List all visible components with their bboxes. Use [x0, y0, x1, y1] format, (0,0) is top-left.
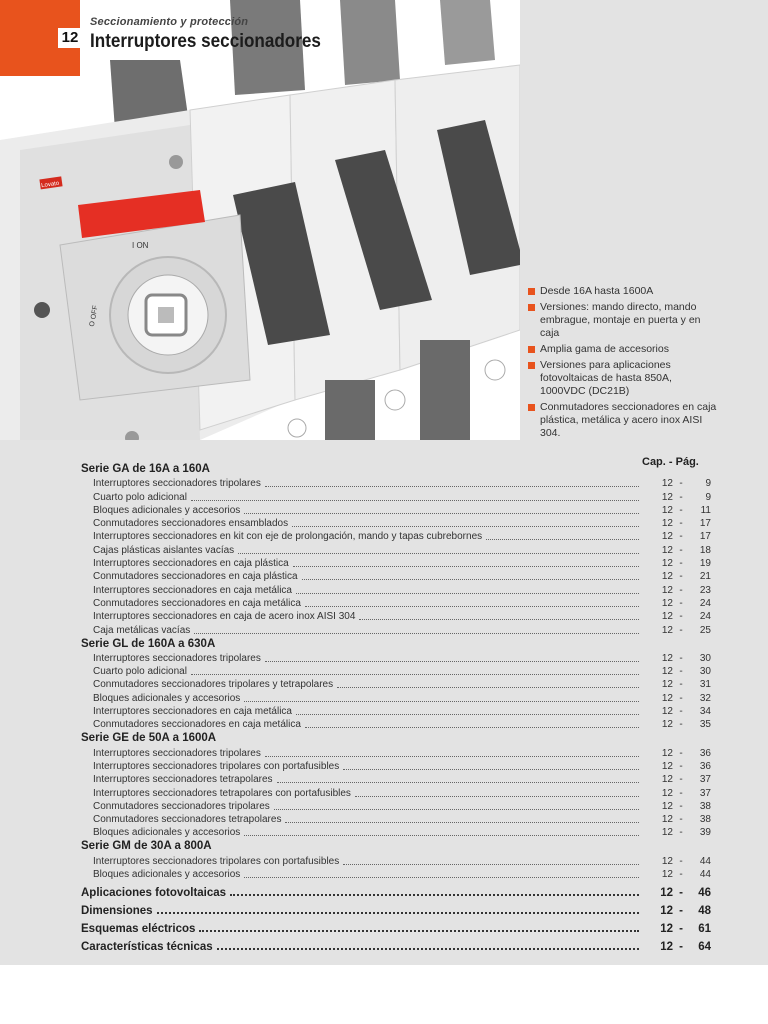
toc-separator: -	[679, 571, 683, 583]
toc-separator: -	[679, 905, 683, 918]
toc-separator: -	[679, 584, 683, 596]
dot-leader	[244, 701, 639, 702]
toc-entry-page: 36	[699, 747, 711, 759]
toc-main-chapter: 12	[660, 941, 673, 954]
toc-main-page: 64	[698, 941, 711, 954]
toc-entry[interactable]	[81, 583, 711, 596]
toc-separator: -	[679, 787, 683, 799]
toc-entry-chapter: 12	[661, 869, 673, 881]
dot-leader	[274, 809, 639, 810]
feature-item	[528, 343, 718, 356]
toc-entry-chapter: 12	[661, 787, 673, 799]
feature-item	[528, 359, 718, 398]
toc-main-page: 46	[698, 887, 711, 900]
dot-leader	[355, 796, 639, 797]
toc-entry-label: Interruptores seccionadores tripolares	[93, 747, 261, 759]
toc-main-page: 61	[698, 923, 711, 936]
toc-section-title[interactable]: Serie GA de 16A a 160A	[81, 463, 210, 475]
dot-leader	[265, 486, 639, 487]
toc-separator: -	[679, 719, 683, 731]
feature-text: Desde 16A hasta 1600A	[540, 285, 654, 297]
toc-separator: -	[679, 706, 683, 718]
toc-entry-label: Interruptores seccionadores en caja metálica	[93, 584, 292, 596]
toc-entry-label: Bloques adicionales y accesorios	[93, 504, 241, 516]
toc-entry-chapter: 12	[661, 584, 673, 596]
toc-entry-chapter: 12	[661, 558, 673, 570]
toc-entry-page: 30	[699, 666, 711, 678]
toc-section-title[interactable]: Serie GE de 50A a 1600A	[81, 732, 217, 745]
toc-entry-page: 24	[699, 611, 711, 623]
bullet-square-icon	[528, 346, 535, 353]
dot-leader	[305, 727, 639, 728]
toc-entry-page: 31	[699, 679, 711, 691]
toc-entry-page: 37	[699, 774, 711, 786]
toc-entry[interactable]	[81, 760, 711, 773]
toc-entry-page: 24	[699, 597, 711, 609]
toc-separator: -	[679, 624, 683, 636]
dot-leader	[191, 674, 639, 675]
toc-entry-chapter: 12	[661, 504, 673, 516]
toc-entry-label: Conmutadores seccionadores tripolares	[93, 800, 270, 812]
toc-entry[interactable]	[81, 504, 711, 517]
toc-entry-label: Conmutadores seccionadores en caja metálica	[93, 597, 301, 609]
feature-text: Versiones para aplicaciones fotovoltaicas de hasta 850A, 1000VDC (DC21B)	[540, 359, 672, 397]
dot-leader	[343, 864, 639, 865]
toc-entry-chapter: 12	[661, 855, 673, 867]
toc-entry-page: 34	[699, 706, 711, 718]
toc-entry[interactable]	[81, 813, 711, 826]
toc-separator: -	[679, 652, 683, 664]
dot-leader	[296, 714, 639, 715]
toc-entry-chapter: 12	[661, 760, 673, 772]
toc-main-label: Esquemas eléctricos	[81, 923, 196, 936]
toc-entry-chapter: 12	[661, 531, 673, 543]
toc-entry-label: Interruptores seccionadores en kit con eje de prolongación, mando y tapas cubrebornes	[93, 531, 483, 543]
toc-entry-page: 25	[699, 624, 711, 636]
dot-leader	[305, 606, 639, 607]
dot-leader	[230, 894, 639, 896]
toc-entry[interactable]	[81, 570, 711, 583]
toc-entry[interactable]	[81, 868, 711, 881]
toc-entry-page: 9	[705, 491, 711, 503]
dot-leader	[265, 661, 639, 662]
toc-separator: -	[679, 558, 683, 570]
dot-leader	[277, 782, 639, 783]
feature-item	[528, 285, 718, 298]
dot-leader	[343, 769, 639, 770]
dot-leader	[244, 877, 639, 878]
dot-leader	[265, 756, 639, 757]
toc-main-label: Aplicaciones fotovoltaicas	[81, 887, 227, 900]
toc-entry-page: 9	[705, 478, 711, 490]
toc-entry-page: 21	[699, 571, 711, 583]
toc-separator: -	[679, 747, 683, 759]
toc-entry-label: Interruptores seccionadores tripolares	[93, 478, 261, 490]
dot-leader	[285, 822, 639, 823]
toc-main-label: Características técnicas	[81, 941, 213, 954]
toc-entry-page: 37	[699, 787, 711, 799]
toc-entry-page: 39	[699, 827, 711, 839]
toc-entry-label: Interruptores seccionadores tripolares con portafusibles	[93, 855, 340, 867]
toc-entry-chapter: 12	[661, 478, 673, 490]
feature-item	[528, 401, 718, 440]
toc-entry-page: 17	[699, 531, 711, 543]
toc-entry-label: Interruptores seccionadores en caja de acero inox AISI 304	[93, 611, 356, 623]
toc-entry-page: 38	[699, 800, 711, 812]
toc-entry-label: Interruptores seccionadores tetrapolares con portafusibles	[93, 787, 351, 799]
toc-main-chapter: 12	[660, 923, 673, 936]
dot-leader	[359, 619, 639, 620]
toc-entry-label: Interruptores seccionadores en caja plástica	[93, 558, 289, 570]
toc-entry[interactable]	[81, 490, 711, 503]
toc-entry-chapter: 12	[661, 814, 673, 826]
toc-separator: -	[679, 923, 683, 936]
toc-entry-page: 36	[699, 760, 711, 772]
toc-main-entry[interactable]	[81, 899, 711, 917]
toc-separator: -	[679, 941, 683, 954]
toc-entry-label: Interruptores seccionadores tetrapolares	[93, 774, 273, 786]
toc-entry[interactable]	[81, 678, 711, 691]
table-of-contents	[81, 462, 711, 953]
dot-leader	[296, 593, 639, 594]
toc-entry-page: 17	[699, 518, 711, 530]
page-title: Interruptores seccionadores	[90, 31, 321, 52]
toc-entry[interactable]	[81, 652, 711, 665]
toc-separator: -	[679, 478, 683, 490]
section-subtitle: Seccionamiento y protección	[90, 16, 249, 28]
bullet-square-icon	[528, 304, 535, 311]
toc-entry-page: 44	[699, 869, 711, 881]
toc-entry[interactable]	[81, 557, 711, 570]
toc-main-entry[interactable]	[81, 881, 711, 899]
toc-section-title[interactable]: Serie GL de 160A a 630A	[81, 637, 216, 650]
toc-entry-chapter: 12	[661, 544, 673, 556]
dot-leader	[217, 948, 639, 950]
feature-text: Versiones: mando directo, mando embrague, montaje en puerta y en caja	[540, 301, 701, 339]
toc-separator: -	[679, 491, 683, 503]
toc-entry-chapter: 12	[661, 597, 673, 609]
toc-entry-chapter: 12	[661, 719, 673, 731]
chapter-number: 12	[58, 28, 82, 48]
toc-entry[interactable]	[81, 826, 711, 839]
toc-separator: -	[679, 531, 683, 543]
toc-entry[interactable]	[81, 665, 711, 678]
toc-entry[interactable]	[81, 800, 711, 813]
toc-entry[interactable]	[81, 543, 711, 556]
toc-entry-chapter: 12	[661, 774, 673, 786]
dot-leader	[191, 500, 639, 501]
feature-text: Amplia gama de accesorios	[540, 343, 669, 355]
toc-column-header: Cap. - Pág.	[642, 456, 699, 468]
toc-main-entry[interactable]	[81, 917, 711, 935]
toc-separator: -	[679, 692, 683, 704]
toc-entry-label: Conmutadores seccionadores tetrapolares	[93, 814, 282, 826]
bullet-square-icon	[528, 404, 535, 411]
toc-entry-chapter: 12	[661, 652, 673, 664]
toc-entry-chapter: 12	[661, 666, 673, 678]
toc-entry-label: Bloques adicionales y accesorios	[93, 692, 241, 704]
toc-entry-label: Conmutadores seccionadores tripolares y tetrapolares	[93, 679, 334, 691]
toc-entry-chapter: 12	[661, 800, 673, 812]
dot-leader	[194, 633, 639, 634]
toc-separator: -	[679, 855, 683, 867]
feature-text: Conmutadores seccionadores en caja plástica, metálica y acero inox AISI 304.	[540, 401, 717, 439]
toc-entry-chapter: 12	[661, 518, 673, 530]
toc-entry[interactable]	[81, 597, 711, 610]
toc-entry[interactable]	[81, 786, 711, 799]
toc-entry[interactable]	[81, 530, 711, 543]
toc-entry-chapter: 12	[661, 571, 673, 583]
feature-list	[528, 285, 718, 443]
toc-entry-label: Bloques adicionales y accesorios	[93, 869, 241, 881]
toc-entry[interactable]	[81, 517, 711, 530]
toc-entry-chapter: 12	[661, 491, 673, 503]
toc-entry-page: 19	[699, 558, 711, 570]
dot-leader	[238, 553, 639, 554]
toc-separator: -	[679, 518, 683, 530]
toc-main-entry[interactable]	[81, 935, 711, 953]
toc-separator: -	[679, 814, 683, 826]
bullet-square-icon	[528, 288, 535, 295]
toc-separator: -	[679, 544, 683, 556]
dot-leader	[337, 687, 639, 688]
toc-separator: -	[679, 827, 683, 839]
dot-leader	[244, 835, 639, 836]
toc-separator: -	[679, 504, 683, 516]
toc-entry-chapter: 12	[661, 747, 673, 759]
toc-entry-chapter: 12	[661, 679, 673, 691]
dot-leader	[244, 513, 639, 514]
dot-leader	[292, 526, 639, 527]
toc-entry-label: Bloques adicionales y accesorios	[93, 827, 241, 839]
toc-entry-page: 44	[699, 855, 711, 867]
dot-leader	[199, 930, 639, 932]
toc-separator: -	[679, 611, 683, 623]
toc-entry[interactable]	[81, 705, 711, 718]
toc-section-title[interactable]: Serie GM de 30A a 800A	[81, 840, 212, 853]
toc-entry-page: 30	[699, 652, 711, 664]
toc-entry[interactable]	[81, 718, 711, 731]
toc-entry-chapter: 12	[661, 692, 673, 704]
toc-entry-label: Interruptores seccionadores tripolares	[93, 652, 261, 664]
svg-text:Lovato: Lovato	[40, 180, 60, 190]
toc-entry-page: 38	[699, 814, 711, 826]
bullet-square-icon	[528, 362, 535, 369]
toc-separator: -	[679, 869, 683, 881]
toc-entry[interactable]	[81, 691, 711, 704]
toc-entry-page: 35	[699, 719, 711, 731]
toc-entry-label: Interruptores seccionadores en caja metálica	[93, 706, 292, 718]
svg-text:I ON: I ON	[132, 241, 149, 250]
toc-entry-label: Conmutadores seccionadores en caja plástica	[93, 571, 298, 583]
toc-entry[interactable]	[81, 610, 711, 623]
toc-entry-label: Caja metálicas vacías	[93, 624, 191, 636]
toc-entry-label: Cuarto polo adicional	[93, 666, 187, 678]
dot-leader	[157, 912, 639, 914]
feature-item	[528, 301, 718, 340]
toc-entry-label: Interruptores seccionadores tripolares con portafusibles	[93, 760, 340, 772]
toc-entry[interactable]	[81, 773, 711, 786]
toc-main-chapter: 12	[660, 887, 673, 900]
toc-entry-chapter: 12	[661, 624, 673, 636]
svg-text:O OFF: O OFF	[88, 304, 100, 328]
toc-main-page: 48	[698, 905, 711, 918]
toc-separator: -	[679, 800, 683, 812]
toc-entry[interactable]	[81, 623, 711, 636]
dot-leader	[302, 579, 639, 580]
toc-separator: -	[679, 760, 683, 772]
toc-entry-page: 18	[699, 544, 711, 556]
toc-entry-label: Conmutadores seccionadores en caja metálica	[93, 719, 301, 731]
toc-separator: -	[679, 887, 683, 900]
toc-entry[interactable]	[81, 854, 711, 867]
toc-entry[interactable]	[81, 746, 711, 759]
toc-entry-page: 32	[699, 692, 711, 704]
toc-entry-chapter: 12	[661, 827, 673, 839]
toc-main-chapter: 12	[660, 905, 673, 918]
toc-entry-chapter: 12	[661, 611, 673, 623]
toc-entry-page: 23	[699, 584, 711, 596]
toc-entry[interactable]	[81, 477, 711, 490]
toc-separator: -	[679, 597, 683, 609]
toc-entry-label: Cajas plásticas aislantes vacías	[93, 544, 235, 556]
toc-separator: -	[679, 679, 683, 691]
toc-entry-page: 11	[700, 504, 711, 516]
toc-entry-chapter: 12	[661, 706, 673, 718]
toc-entry-label: Conmutadores seccionadores ensamblados	[93, 518, 289, 530]
toc-main-label: Dimensiones	[81, 905, 153, 918]
toc-separator: -	[679, 774, 683, 786]
dot-leader	[293, 566, 639, 567]
dot-leader	[486, 539, 639, 540]
toc-entry-label: Cuarto polo adicional	[93, 491, 187, 503]
toc-separator: -	[679, 666, 683, 678]
